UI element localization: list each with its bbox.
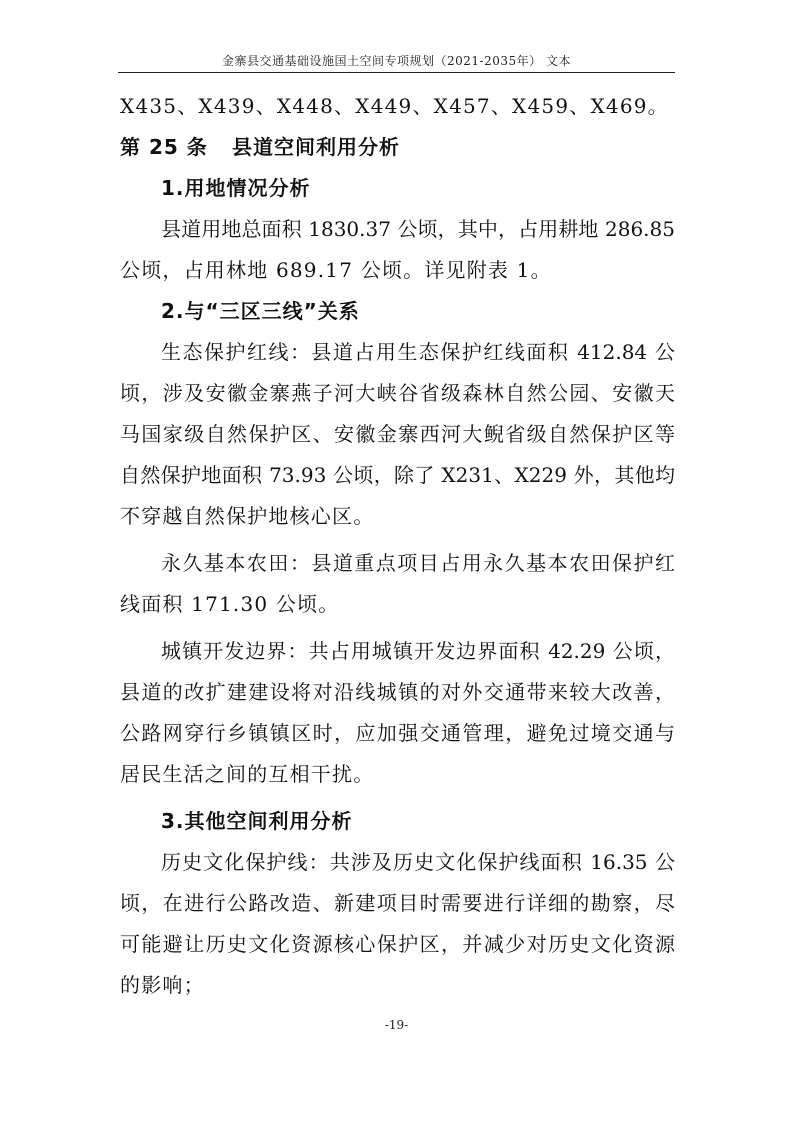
article-title: 县道空间利用分析 [232, 135, 400, 159]
section-heading: 2.与“三区三线”关系 [161, 299, 360, 323]
paragraph-line: 不穿越自然保护地核心区。 [120, 504, 375, 528]
paragraph-line: 可能避让历史文化资源核心保护区，并减少对历史文化资源 [120, 932, 675, 956]
paragraph-line: 城镇开发边界：共占用城镇开发边界面积 42.29 公顷， [161, 639, 675, 663]
paragraph-line: 线面积 171.30 公顷。 [120, 592, 340, 616]
paragraph-line: 公路网穿行乡镇镇区时，应加强交通管理，避免过境交通与 [120, 721, 675, 745]
paragraph-line: X435、X439、X448、X449、X457、X459、X469。 [120, 94, 669, 118]
paragraph-line: 自然保护地面积 73.93 公顷，除了 X231、X229 外，其他均 [120, 463, 675, 487]
page-header: 金寨县交通基础设施国土空间专项规划（2021-2035年） 文本 [222, 54, 571, 68]
paragraph-line: 的影响； [120, 973, 205, 997]
paragraph-line: 居民生活之间的互相干扰。 [120, 762, 375, 786]
header-divider [118, 72, 675, 73]
paragraph-line: 顷，在进行公路改造、新建项目时需要进行详细的勘察，尽 [120, 891, 675, 915]
paragraph-line: 永久基本农田：县道重点项目占用永久基本农田保护红 [161, 551, 675, 575]
paragraph-line: 公顷，占用林地 689.17 公顷。详见附表 1。 [120, 258, 552, 282]
article-number: 第 25 条 [120, 135, 208, 159]
page-number: -19- [384, 1018, 409, 1032]
paragraph-line: 顷，涉及安徽金寨燕子河大峡谷省级森林自然公园、安徽天 [120, 381, 675, 405]
paragraph-line: 县道用地总面积 1830.37 公顷，其中，占用耕地 286.85 [161, 217, 675, 241]
section-heading: 1.用地情况分析 [161, 176, 311, 200]
article-heading [120, 127, 675, 168]
section-heading: 3.其他空间利用分析 [161, 809, 353, 833]
paragraph-line: 县道的改扩建建设将对沿线城镇的对外交通带来较大改善， [120, 680, 675, 704]
document-body [120, 86, 675, 1006]
paragraph-line: 生态保护红线：县道占用生态保护红线面积 412.84 公 [161, 340, 675, 364]
paragraph-line: 马国家级自然保护区、安徽金寨西河大鲵省级自然保护区等 [120, 422, 675, 446]
paragraph-line: 历史文化保护线：共涉及历史文化保护线面积 16.35 公 [161, 850, 675, 874]
